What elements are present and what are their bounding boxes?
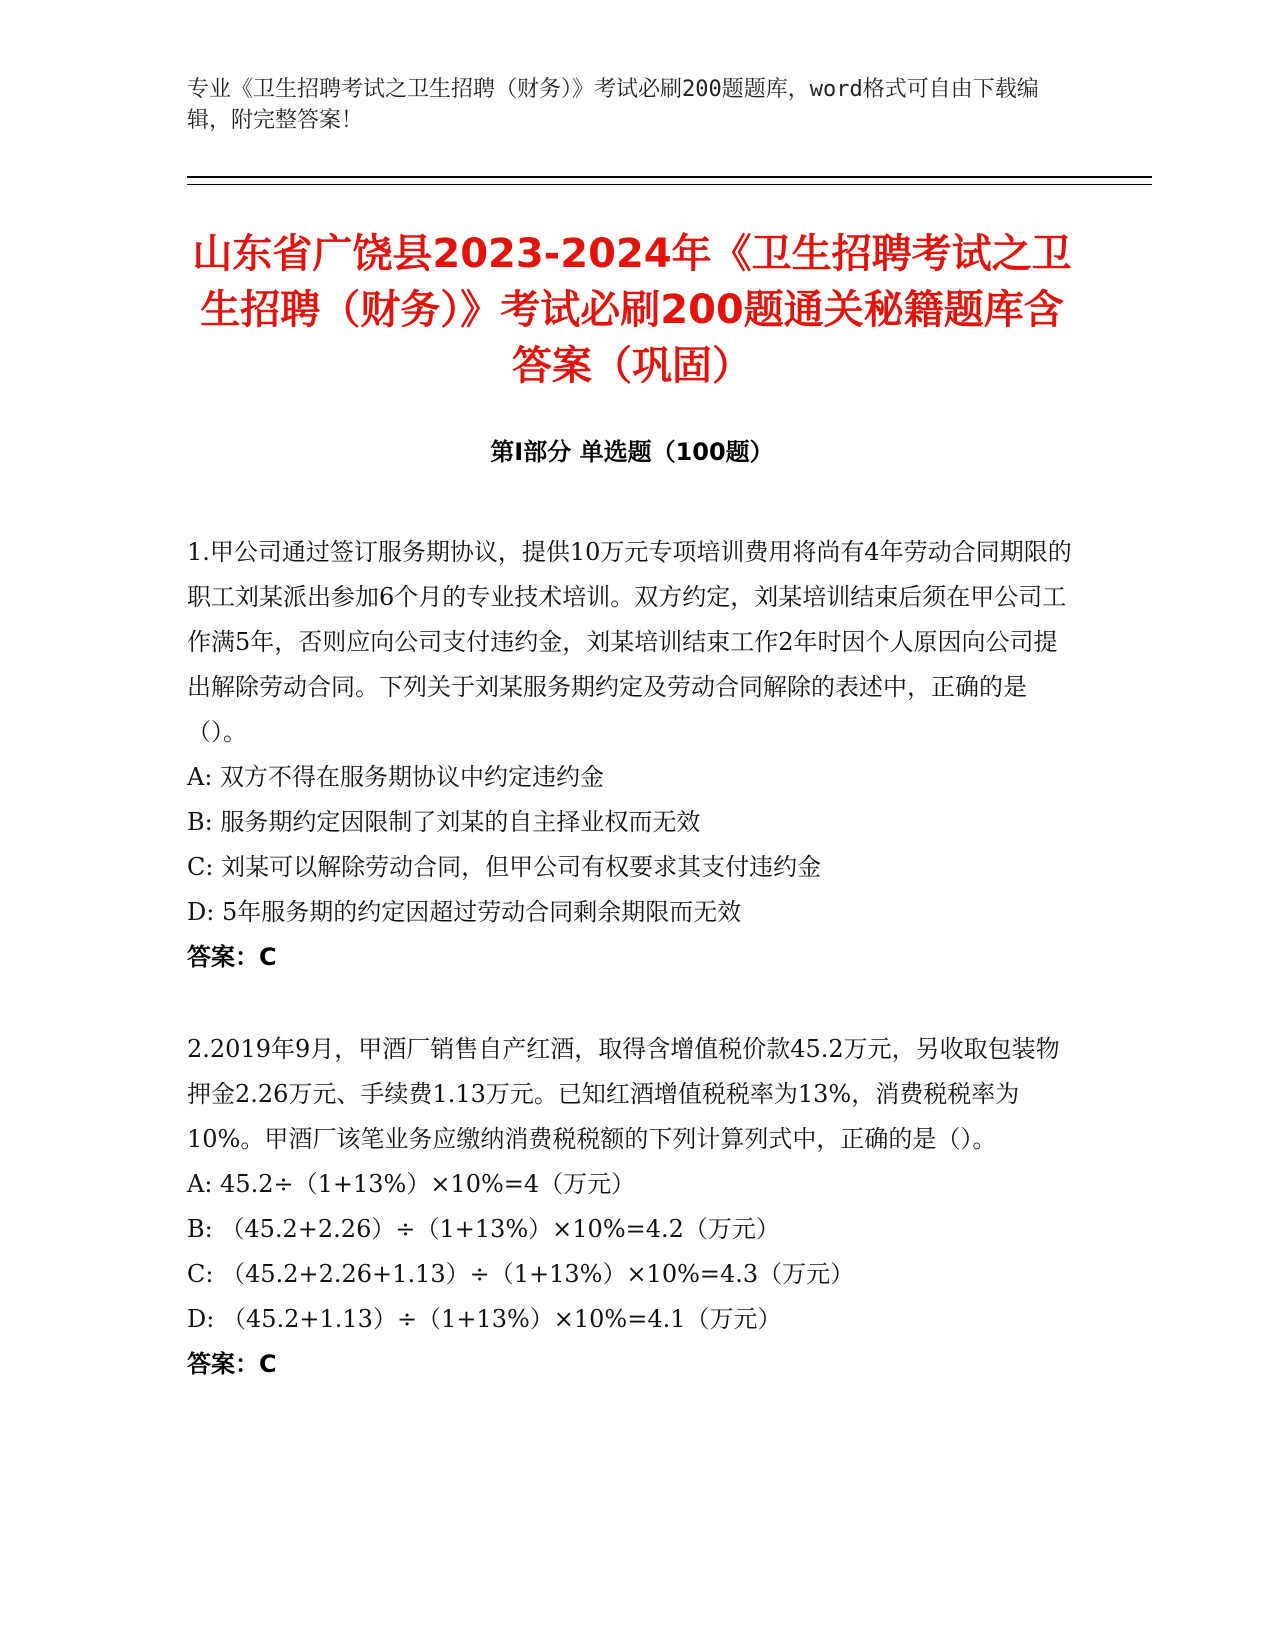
option-a: A: 双方不得在服务期协议中约定违约金 [187, 763, 605, 791]
option-b: B: 服务期约定因限制了刘某的自主择业权而无效 [187, 808, 701, 836]
question-1 [187, 530, 1077, 980]
header-divider-thick [187, 176, 1152, 178]
header-note: 专业《卫生招聘考试之卫生招聘（财务）》考试必刷200题题库，word格式可自由下载编辑，附完整答案！ [187, 77, 1039, 133]
option-c: C: 刘某可以解除劳动合同，但甲公司有权要求其支付违约金 [187, 853, 822, 881]
option-d: D: （45.2+1.13）÷（1+13%）×10%=4.1（万元） [187, 1305, 782, 1333]
option-c: C: （45.2+2.26+1.13）÷（1+13%）×10%=4.3（万元） [187, 1260, 855, 1288]
option-d: D: 5年服务期的约定因超过劳动合同剩余期限而无效 [187, 898, 742, 926]
question-stem: 2.2019年9月，甲酒厂销售自产红酒，取得含增值税价款45.2万元，另收取包装物押金2.26万元、手续费1.13万元。已知红酒增值税税率为13%，消费税税率为10%。甲酒厂该笔业务应缴纳消费税税额的下列计算列式中，正确的是（）。 [187, 1035, 1060, 1153]
document-title: 山东省广饶县2023-2024年《卫生招聘考试之卫生招聘（财务）》考试必刷200题通关秘籍题库含答案（巩固） [192, 231, 1072, 389]
section-heading: 第Ⅰ部分 单选题（100题） [490, 438, 774, 466]
header-divider-thin [187, 184, 1152, 185]
option-a: A: 45.2÷（1+13%）×10%=4（万元） [187, 1170, 636, 1198]
question-2 [187, 1027, 1077, 1387]
question-stem: 1.甲公司通过签订服务期协议，提供10万元专项培训费用将尚有4年劳动合同期限的职工刘某派出参加6个月的专业技术培训。双方约定，刘某培训结束后须在甲公司工作满5年，否则应向公司支付违约金，刘某培训结束工作2年时因个人原因向公司提出解除劳动合同。下列关于刘某服务期约定及劳动合同解除的表述中，正确的是（）。 [187, 538, 1072, 746]
option-b: B: （45.2+2.26）÷（1+13%）×10%=4.2（万元） [187, 1215, 780, 1243]
answer: 答案：C [187, 1350, 277, 1378]
answer: 答案：C [187, 943, 277, 971]
